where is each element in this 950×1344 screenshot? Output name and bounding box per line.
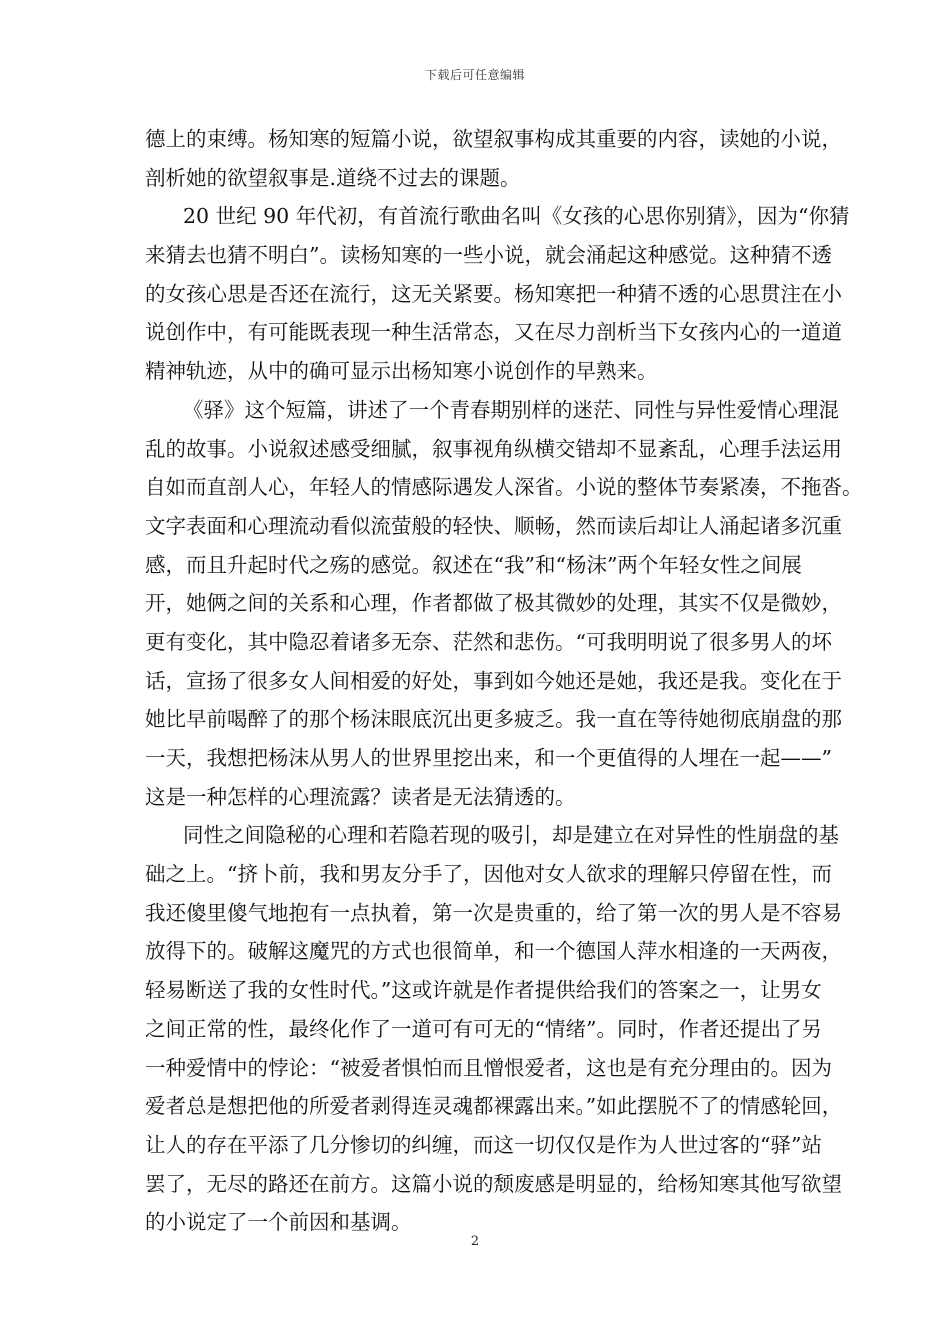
text-line: 这是一种怎样的心理流露？读者是无法猜透的。 [145, 784, 576, 809]
text-line: 文字表面和心理流动看似流萤般的轻快、顺畅，然而读后却让人涌起诸多沉重 [145, 513, 842, 538]
text-line: 精神轨迹，从中的确可显示出杨知寒小说创作的早熟来。 [145, 359, 658, 384]
text-line: 爱者总是想把他的所爱者剥得连灵魂都裸露出来。”如此摆脱不了的情感轮回， [145, 1094, 843, 1119]
text-line: 轻易断送了我的女性时代。”这或许就是作者提供给我们的答案之一，让男女 [145, 978, 822, 1003]
text-line: 感，而且升起时代之殇的感觉。叙述在“我”和“杨沫”两个年轻女性之间展 [145, 552, 802, 577]
page-header: 下载后可任意编辑 [424, 68, 525, 82]
text-line: 的小说定了一个前因和基调。 [145, 1210, 412, 1235]
paragraph-start-line: 《驿》这个短篇，讲述了一个青春期别样的迷茫、同性与异性爱情心理混 [183, 397, 839, 422]
text-line: 让人的存在平添了几分惨切的纠缠，而这一切仅仅是作为人世过客的“驿”站 [145, 1132, 822, 1157]
text-line: 罢了，无尽的路还在前方。这篇小说的颓废感是明显的，给杨知寒其他写欲望 [145, 1171, 842, 1196]
text-line: 础之上。“挤卜前，我和男友分手了，因他对女人欲求的理解只停留在性，而 [145, 862, 832, 887]
text-line: 话，宣扬了很多女人间相爱的好处，事到如今她还是她，我还是我。变化在于 [145, 668, 842, 693]
text-line: 说创作中，有可能既表现一种生活常态，又在尽力剖析当下女孩内心的一道道 [145, 320, 842, 345]
text-line: 放得下的。破解这魔咒的方式也很简单，和一个德国人萍水相逢的一天两夜， [145, 939, 842, 964]
text-line: 一天，我想把杨沫从男人的世界里挖出来，和一个更值得的人埋在一起——” [145, 746, 832, 770]
document-body [145, 120, 863, 1242]
text-line: 之间正常的性，最终化作了一道可有可无的“情绪”。同时，作者还提出了另 [145, 1016, 822, 1041]
text-line: 剖析她的欲望叙事是.道绕不过去的课题。 [145, 165, 521, 190]
text-line: 来猜去也猜不明白”。读杨知寒的一些小说，就会涌起这种感觉。这种猜不透 [145, 243, 832, 268]
text-line: 乱的故事。小说叙述感受细腻，叙事视角纵横交错却不显紊乱，心理手法运用 [145, 436, 842, 461]
paragraph-start-line: 20 世纪 90 年代初，有首流行歌曲名叫《女孩的心思你别猜》，因为“你猜 [183, 204, 850, 229]
text-line: 德上的束缚。杨知寒的短篇小说，欲望叙事构成其重要的内容，读她的小说， [145, 127, 842, 151]
text-line: 她比早前喝醉了的那个杨沫眼底沉出更多疲乏。我一直在等待她彻底崩盘的那 [145, 707, 842, 732]
text-line: 我还傻里傻气地抱有一点执着，第一次是贵重的，给了第一次的男人是不容易 [145, 900, 842, 925]
page-number: 2 [470, 1234, 480, 1249]
text-line: 一种爱情中的悖论：“被爱者惧怕而且憎恨爱者，这也是有充分理由的。因为 [145, 1055, 832, 1080]
paragraph-start-line: 同性之间隐秘的心理和若隐若现的吸引，却是建立在对异性的性崩盘的基 [183, 823, 839, 848]
text-line: 的女孩心思是否还在流行，这无关紧要。杨知寒把一种猜不透的心思贯注在小 [145, 281, 842, 306]
text-line: 更有变化，其中隐忍着诸多无奈、茫然和悲伤。“可我明明说了很多男人的坏 [145, 629, 832, 654]
text-line: 开，她俩之间的关系和心理，作者都做了极其微妙的处理，其实不仅是微妙， [145, 591, 842, 616]
text-line: 自如而直剖人心，年轻人的情感际遇发人深省。小说的整体节奏紧凑，不拖沓。 [145, 475, 863, 500]
